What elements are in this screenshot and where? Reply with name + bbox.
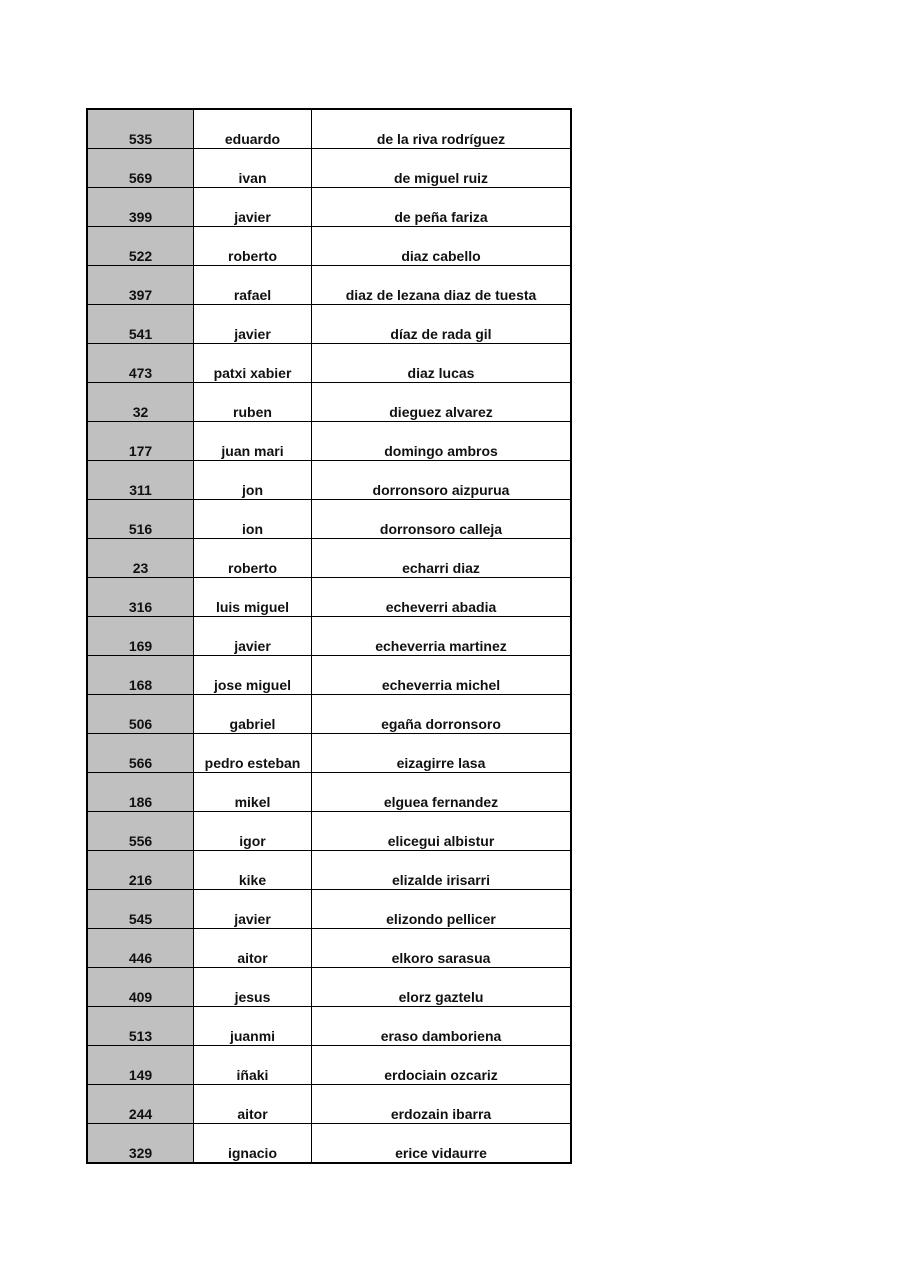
table-row bbox=[87, 812, 571, 851]
last-name-cell: de miguel ruiz bbox=[312, 149, 572, 188]
table-row bbox=[87, 500, 571, 539]
id-cell: 397 bbox=[87, 266, 194, 305]
table-row bbox=[87, 1085, 571, 1124]
id-cell: 473 bbox=[87, 344, 194, 383]
table-row bbox=[87, 266, 571, 305]
last-name-cell: dorronsoro calleja bbox=[312, 500, 572, 539]
last-name-cell: diaz de lezana diaz de tuesta bbox=[312, 266, 572, 305]
first-name-cell: aitor bbox=[194, 1085, 312, 1124]
id-cell: 556 bbox=[87, 812, 194, 851]
roster-table-body bbox=[87, 109, 571, 1163]
id-cell: 516 bbox=[87, 500, 194, 539]
table-row bbox=[87, 734, 571, 773]
last-name-cell: domingo ambros bbox=[312, 422, 572, 461]
first-name-cell: iñaki bbox=[194, 1046, 312, 1085]
first-name-cell: luis miguel bbox=[194, 578, 312, 617]
first-name-cell: jon bbox=[194, 461, 312, 500]
first-name-cell: eduardo bbox=[194, 109, 312, 149]
table-row bbox=[87, 617, 571, 656]
first-name-cell: pedro esteban bbox=[194, 734, 312, 773]
last-name-cell: erdozain ibarra bbox=[312, 1085, 572, 1124]
last-name-cell: de peña fariza bbox=[312, 188, 572, 227]
id-cell: 409 bbox=[87, 968, 194, 1007]
first-name-cell: kike bbox=[194, 851, 312, 890]
last-name-cell: de la riva rodríguez bbox=[312, 109, 572, 149]
table-row bbox=[87, 851, 571, 890]
id-cell: 446 bbox=[87, 929, 194, 968]
table-row bbox=[87, 188, 571, 227]
id-cell: 177 bbox=[87, 422, 194, 461]
last-name-cell: dorronsoro aizpurua bbox=[312, 461, 572, 500]
last-name-cell: echarri diaz bbox=[312, 539, 572, 578]
last-name-cell: eizagirre lasa bbox=[312, 734, 572, 773]
id-cell: 541 bbox=[87, 305, 194, 344]
id-cell: 569 bbox=[87, 149, 194, 188]
last-name-cell: elguea fernandez bbox=[312, 773, 572, 812]
table-row bbox=[87, 890, 571, 929]
first-name-cell: ion bbox=[194, 500, 312, 539]
first-name-cell: javier bbox=[194, 617, 312, 656]
first-name-cell: ivan bbox=[194, 149, 312, 188]
table-row bbox=[87, 656, 571, 695]
first-name-cell: roberto bbox=[194, 539, 312, 578]
id-cell: 216 bbox=[87, 851, 194, 890]
table-row bbox=[87, 1124, 571, 1164]
first-name-cell: jose miguel bbox=[194, 656, 312, 695]
id-cell: 545 bbox=[87, 890, 194, 929]
last-name-cell: dieguez alvarez bbox=[312, 383, 572, 422]
table-row bbox=[87, 109, 571, 149]
last-name-cell: elorz gaztelu bbox=[312, 968, 572, 1007]
id-cell: 506 bbox=[87, 695, 194, 734]
first-name-cell: juanmi bbox=[194, 1007, 312, 1046]
first-name-cell: aitor bbox=[194, 929, 312, 968]
last-name-cell: egaña dorronsoro bbox=[312, 695, 572, 734]
last-name-cell: elkoro sarasua bbox=[312, 929, 572, 968]
last-name-cell: díaz de rada gil bbox=[312, 305, 572, 344]
table-row bbox=[87, 929, 571, 968]
last-name-cell: elicegui albistur bbox=[312, 812, 572, 851]
first-name-cell: patxi xabier bbox=[194, 344, 312, 383]
last-name-cell: elizalde irisarri bbox=[312, 851, 572, 890]
first-name-cell: javier bbox=[194, 305, 312, 344]
first-name-cell: mikel bbox=[194, 773, 312, 812]
table-row bbox=[87, 578, 571, 617]
first-name-cell: igor bbox=[194, 812, 312, 851]
last-name-cell: diaz cabello bbox=[312, 227, 572, 266]
table-row bbox=[87, 695, 571, 734]
id-cell: 566 bbox=[87, 734, 194, 773]
last-name-cell: erice vidaurre bbox=[312, 1124, 572, 1164]
id-cell: 168 bbox=[87, 656, 194, 695]
last-name-cell: eraso damboriena bbox=[312, 1007, 572, 1046]
id-cell: 186 bbox=[87, 773, 194, 812]
table-row bbox=[87, 422, 571, 461]
last-name-cell: erdociain ozcariz bbox=[312, 1046, 572, 1085]
roster-table bbox=[86, 108, 572, 1164]
first-name-cell: ignacio bbox=[194, 1124, 312, 1164]
first-name-cell: gabriel bbox=[194, 695, 312, 734]
table-row bbox=[87, 968, 571, 1007]
table-row bbox=[87, 539, 571, 578]
first-name-cell: javier bbox=[194, 188, 312, 227]
first-name-cell: javier bbox=[194, 890, 312, 929]
first-name-cell: juan mari bbox=[194, 422, 312, 461]
id-cell: 244 bbox=[87, 1085, 194, 1124]
table-row bbox=[87, 461, 571, 500]
id-cell: 535 bbox=[87, 109, 194, 149]
table-row bbox=[87, 344, 571, 383]
id-cell: 329 bbox=[87, 1124, 194, 1164]
id-cell: 513 bbox=[87, 1007, 194, 1046]
id-cell: 399 bbox=[87, 188, 194, 227]
table-row bbox=[87, 227, 571, 266]
first-name-cell: jesus bbox=[194, 968, 312, 1007]
last-name-cell: elizondo pellicer bbox=[312, 890, 572, 929]
table-row bbox=[87, 149, 571, 188]
table-row bbox=[87, 305, 571, 344]
first-name-cell: ruben bbox=[194, 383, 312, 422]
last-name-cell: echeverri abadia bbox=[312, 578, 572, 617]
id-cell: 32 bbox=[87, 383, 194, 422]
id-cell: 149 bbox=[87, 1046, 194, 1085]
table-row bbox=[87, 383, 571, 422]
first-name-cell: rafael bbox=[194, 266, 312, 305]
last-name-cell: echeverria michel bbox=[312, 656, 572, 695]
first-name-cell: roberto bbox=[194, 227, 312, 266]
table-row bbox=[87, 1046, 571, 1085]
id-cell: 169 bbox=[87, 617, 194, 656]
id-cell: 23 bbox=[87, 539, 194, 578]
last-name-cell: diaz lucas bbox=[312, 344, 572, 383]
last-name-cell: echeverria martinez bbox=[312, 617, 572, 656]
table-row bbox=[87, 773, 571, 812]
id-cell: 522 bbox=[87, 227, 194, 266]
id-cell: 311 bbox=[87, 461, 194, 500]
table-row bbox=[87, 1007, 571, 1046]
id-cell: 316 bbox=[87, 578, 194, 617]
